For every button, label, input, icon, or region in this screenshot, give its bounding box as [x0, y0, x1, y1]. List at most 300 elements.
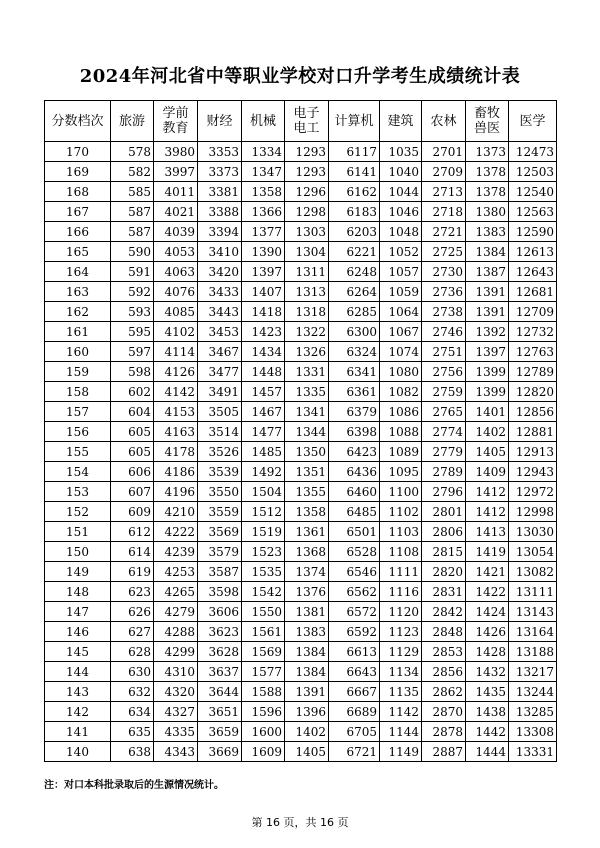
count-cell: 4076	[154, 282, 198, 302]
count-cell: 13143	[509, 602, 557, 622]
column-header-label: 农林	[430, 113, 457, 129]
count-cell: 1512	[242, 502, 285, 522]
count-cell: 1397	[242, 262, 285, 282]
count-cell: 13217	[509, 662, 557, 682]
count-cell: 1432	[466, 662, 509, 682]
count-cell: 1135	[380, 682, 422, 702]
table-header-row	[45, 101, 557, 142]
count-cell: 1361	[285, 522, 329, 542]
score-cell: 146	[45, 622, 111, 642]
score-cell: 145	[45, 642, 111, 662]
count-cell: 2746	[422, 322, 466, 342]
count-cell: 3659	[198, 722, 242, 742]
count-cell: 4053	[154, 242, 198, 262]
count-cell: 1347	[242, 162, 285, 182]
count-cell: 1142	[380, 702, 422, 722]
count-cell: 1380	[466, 202, 509, 222]
count-cell: 6436	[329, 462, 380, 482]
count-cell: 12763	[509, 342, 557, 362]
count-cell: 12913	[509, 442, 557, 462]
count-cell: 3579	[198, 542, 242, 562]
score-cell: 147	[45, 602, 111, 622]
count-cell: 3514	[198, 422, 242, 442]
count-cell: 1373	[466, 142, 509, 162]
count-cell: 1407	[242, 282, 285, 302]
count-cell: 590	[111, 242, 154, 262]
table-row	[45, 722, 557, 742]
count-cell: 605	[111, 442, 154, 462]
page-number: 第 16 页，共 16 页	[251, 816, 349, 829]
table-row	[45, 642, 557, 662]
score-cell: 144	[45, 662, 111, 682]
count-cell: 12590	[509, 222, 557, 242]
table-row	[45, 442, 557, 462]
count-cell: 623	[111, 582, 154, 602]
count-cell: 2801	[422, 502, 466, 522]
count-cell: 12943	[509, 462, 557, 482]
count-cell: 13082	[509, 562, 557, 582]
count-cell: 1046	[380, 202, 422, 222]
count-cell: 2774	[422, 422, 466, 442]
count-cell: 1402	[285, 722, 329, 742]
count-cell: 607	[111, 482, 154, 502]
count-cell: 3669	[198, 742, 242, 762]
count-cell: 4186	[154, 462, 198, 482]
count-cell: 3606	[198, 602, 242, 622]
count-cell: 1322	[285, 322, 329, 342]
count-cell: 1422	[466, 582, 509, 602]
count-cell: 1120	[380, 602, 422, 622]
count-cell: 1082	[380, 382, 422, 402]
count-cell: 2862	[422, 682, 466, 702]
table-row	[45, 262, 557, 282]
column-header-label: 学前	[162, 106, 189, 121]
table-row	[45, 742, 557, 762]
column-header	[509, 101, 557, 142]
count-cell: 1519	[242, 522, 285, 542]
count-cell: 1596	[242, 702, 285, 722]
count-cell: 1457	[242, 382, 285, 402]
count-cell: 13244	[509, 682, 557, 702]
count-cell: 1123	[380, 622, 422, 642]
count-cell: 4021	[154, 202, 198, 222]
count-cell: 2751	[422, 342, 466, 362]
count-cell: 2887	[422, 742, 466, 762]
count-cell: 1391	[285, 682, 329, 702]
table-row	[45, 162, 557, 182]
count-cell: 12563	[509, 202, 557, 222]
count-cell: 6613	[329, 642, 380, 662]
count-cell: 4253	[154, 562, 198, 582]
count-cell: 1293	[285, 142, 329, 162]
count-cell: 2765	[422, 402, 466, 422]
count-cell: 4039	[154, 222, 198, 242]
count-cell: 4239	[154, 542, 198, 562]
count-cell: 2730	[422, 262, 466, 282]
count-cell: 1067	[380, 322, 422, 342]
score-cell: 154	[45, 462, 111, 482]
table-row	[45, 522, 557, 542]
count-cell: 1048	[380, 222, 422, 242]
column-header-label: 畜牧	[473, 106, 500, 121]
count-cell: 12820	[509, 382, 557, 402]
count-cell: 3388	[198, 202, 242, 222]
count-cell: 1089	[380, 442, 422, 462]
count-cell: 1074	[380, 342, 422, 362]
count-cell: 3433	[198, 282, 242, 302]
count-cell: 1381	[285, 602, 329, 622]
table-row	[45, 242, 557, 262]
count-cell: 4085	[154, 302, 198, 322]
count-cell: 2709	[422, 162, 466, 182]
count-cell: 2789	[422, 462, 466, 482]
count-cell: 1402	[466, 422, 509, 442]
count-cell: 2820	[422, 562, 466, 582]
count-cell: 1399	[466, 382, 509, 402]
count-cell: 12732	[509, 322, 557, 342]
score-cell: 155	[45, 442, 111, 462]
count-cell: 4126	[154, 362, 198, 382]
count-cell: 2701	[422, 142, 466, 162]
column-header-label: 教育	[162, 121, 189, 136]
count-cell: 3644	[198, 682, 242, 702]
count-cell: 12881	[509, 422, 557, 442]
table-row	[45, 382, 557, 402]
count-cell: 2806	[422, 522, 466, 542]
table-row	[45, 542, 557, 562]
count-cell: 6117	[329, 142, 380, 162]
count-cell: 1108	[380, 542, 422, 562]
count-cell: 1311	[285, 262, 329, 282]
table-row	[45, 662, 557, 682]
count-cell: 1326	[285, 342, 329, 362]
column-header-label: 财经	[206, 113, 233, 129]
count-cell: 1368	[285, 542, 329, 562]
score-cell: 164	[45, 262, 111, 282]
count-cell: 6183	[329, 202, 380, 222]
count-cell: 6203	[329, 222, 380, 242]
count-cell: 1358	[285, 502, 329, 522]
count-cell: 1397	[466, 342, 509, 362]
count-cell: 3598	[198, 582, 242, 602]
table-row	[45, 362, 557, 382]
count-cell: 1405	[285, 742, 329, 762]
column-header-label: 旅游	[118, 113, 145, 129]
score-cell: 141	[45, 722, 111, 742]
count-cell: 1412	[466, 482, 509, 502]
count-cell: 6705	[329, 722, 380, 742]
count-cell: 1438	[466, 702, 509, 722]
count-cell: 638	[111, 742, 154, 762]
count-cell: 2831	[422, 582, 466, 602]
count-cell: 3491	[198, 382, 242, 402]
count-cell: 1392	[466, 322, 509, 342]
footnote: 注：对口本科批录取后的生源情况统计。	[44, 780, 224, 791]
count-cell: 12998	[509, 502, 557, 522]
count-cell: 1116	[380, 582, 422, 602]
count-cell: 593	[111, 302, 154, 322]
score-stats-table	[44, 100, 557, 762]
count-cell: 1550	[242, 602, 285, 622]
count-cell: 4320	[154, 682, 198, 702]
count-cell: 6562	[329, 582, 380, 602]
count-cell: 1080	[380, 362, 422, 382]
count-cell: 6264	[329, 282, 380, 302]
count-cell: 4288	[154, 622, 198, 642]
count-cell: 4142	[154, 382, 198, 402]
column-header	[466, 101, 509, 142]
score-cell: 159	[45, 362, 111, 382]
count-cell: 1335	[285, 382, 329, 402]
count-cell: 1303	[285, 222, 329, 242]
count-cell: 1344	[285, 422, 329, 442]
count-cell: 6528	[329, 542, 380, 562]
count-cell: 2853	[422, 642, 466, 662]
column-header	[329, 101, 380, 142]
count-cell: 2736	[422, 282, 466, 302]
count-cell: 12709	[509, 302, 557, 322]
count-cell: 2815	[422, 542, 466, 562]
count-cell: 6721	[329, 742, 380, 762]
count-cell: 2759	[422, 382, 466, 402]
count-cell: 3526	[198, 442, 242, 462]
table-row	[45, 302, 557, 322]
table-row	[45, 202, 557, 222]
count-cell: 1129	[380, 642, 422, 662]
table-row	[45, 402, 557, 422]
column-header-label: 计算机	[334, 113, 374, 129]
count-cell: 4063	[154, 262, 198, 282]
count-cell: 3394	[198, 222, 242, 242]
score-cell: 160	[45, 342, 111, 362]
count-cell: 12503	[509, 162, 557, 182]
count-cell: 3637	[198, 662, 242, 682]
count-cell: 6285	[329, 302, 380, 322]
count-cell: 13331	[509, 742, 557, 762]
score-cell: 163	[45, 282, 111, 302]
count-cell: 13030	[509, 522, 557, 542]
count-cell: 1351	[285, 462, 329, 482]
column-header	[285, 101, 329, 142]
count-cell: 12643	[509, 262, 557, 282]
count-cell: 1542	[242, 582, 285, 602]
count-cell: 4153	[154, 402, 198, 422]
count-cell: 6141	[329, 162, 380, 182]
count-cell: 1569	[242, 642, 285, 662]
count-cell: 1435	[466, 682, 509, 702]
count-cell: 6361	[329, 382, 380, 402]
count-cell: 1376	[285, 582, 329, 602]
count-cell: 1293	[285, 162, 329, 182]
count-cell: 604	[111, 402, 154, 422]
table-row	[45, 422, 557, 442]
column-header	[242, 101, 285, 142]
count-cell: 4279	[154, 602, 198, 622]
count-cell: 3587	[198, 562, 242, 582]
count-cell: 1609	[242, 742, 285, 762]
count-cell: 2756	[422, 362, 466, 382]
count-cell: 3477	[198, 362, 242, 382]
count-cell: 1144	[380, 722, 422, 742]
count-cell: 1434	[242, 342, 285, 362]
count-cell: 591	[111, 262, 154, 282]
count-cell: 2878	[422, 722, 466, 742]
count-cell: 4210	[154, 502, 198, 522]
count-cell: 3505	[198, 402, 242, 422]
count-cell: 4222	[154, 522, 198, 542]
table-row	[45, 482, 557, 502]
count-cell: 6460	[329, 482, 380, 502]
count-cell: 13054	[509, 542, 557, 562]
table-row	[45, 622, 557, 642]
count-cell: 12473	[509, 142, 557, 162]
count-cell: 1350	[285, 442, 329, 462]
count-cell: 597	[111, 342, 154, 362]
score-cell: 156	[45, 422, 111, 442]
count-cell: 1044	[380, 182, 422, 202]
count-cell: 4178	[154, 442, 198, 462]
count-cell: 3353	[198, 142, 242, 162]
score-cell: 165	[45, 242, 111, 262]
count-cell: 1064	[380, 302, 422, 322]
count-cell: 630	[111, 662, 154, 682]
count-cell: 1318	[285, 302, 329, 322]
count-cell: 3559	[198, 502, 242, 522]
count-cell: 1387	[466, 262, 509, 282]
count-cell: 1313	[285, 282, 329, 302]
count-cell: 612	[111, 522, 154, 542]
score-cell: 149	[45, 562, 111, 582]
count-cell: 2870	[422, 702, 466, 722]
count-cell: 4265	[154, 582, 198, 602]
score-cell: 169	[45, 162, 111, 182]
count-cell: 1391	[466, 282, 509, 302]
count-cell: 1355	[285, 482, 329, 502]
count-cell: 1100	[380, 482, 422, 502]
count-cell: 1384	[466, 242, 509, 262]
count-cell: 3381	[198, 182, 242, 202]
count-cell: 6248	[329, 262, 380, 282]
count-cell: 1426	[466, 622, 509, 642]
count-cell: 6485	[329, 502, 380, 522]
table-row	[45, 342, 557, 362]
count-cell: 6398	[329, 422, 380, 442]
table-row	[45, 222, 557, 242]
count-cell: 1383	[466, 222, 509, 242]
count-cell: 3420	[198, 262, 242, 282]
count-cell: 2779	[422, 442, 466, 462]
count-cell: 4327	[154, 702, 198, 722]
count-cell: 3628	[198, 642, 242, 662]
count-cell: 1384	[285, 662, 329, 682]
count-cell: 1111	[380, 562, 422, 582]
score-cell: 142	[45, 702, 111, 722]
score-cell: 168	[45, 182, 111, 202]
column-header-label: 兽医	[473, 121, 500, 136]
count-cell: 632	[111, 682, 154, 702]
count-cell: 6689	[329, 702, 380, 722]
count-cell: 13164	[509, 622, 557, 642]
score-cell: 153	[45, 482, 111, 502]
table-row	[45, 702, 557, 722]
count-cell: 12613	[509, 242, 557, 262]
count-cell: 6423	[329, 442, 380, 462]
count-cell: 13308	[509, 722, 557, 742]
score-cell: 170	[45, 142, 111, 162]
score-cell: 148	[45, 582, 111, 602]
count-cell: 1600	[242, 722, 285, 742]
count-cell: 3410	[198, 242, 242, 262]
column-header-label: 机械	[249, 113, 276, 129]
count-cell: 1059	[380, 282, 422, 302]
count-cell: 609	[111, 502, 154, 522]
count-cell: 3651	[198, 702, 242, 722]
count-cell: 587	[111, 222, 154, 242]
count-cell: 1378	[466, 182, 509, 202]
count-cell: 1374	[285, 562, 329, 582]
count-cell: 13188	[509, 642, 557, 662]
count-cell: 1134	[380, 662, 422, 682]
count-cell: 13285	[509, 702, 557, 722]
count-cell: 3467	[198, 342, 242, 362]
count-cell: 2856	[422, 662, 466, 682]
table-row	[45, 502, 557, 522]
count-cell: 1296	[285, 182, 329, 202]
table-row	[45, 602, 557, 622]
count-cell: 1399	[466, 362, 509, 382]
count-cell: 1088	[380, 422, 422, 442]
count-cell: 1341	[285, 402, 329, 422]
column-header	[45, 101, 111, 142]
count-cell: 12789	[509, 362, 557, 382]
count-cell: 13111	[509, 582, 557, 602]
count-cell: 582	[111, 162, 154, 182]
count-cell: 1423	[242, 322, 285, 342]
count-cell: 12972	[509, 482, 557, 502]
score-cell: 166	[45, 222, 111, 242]
count-cell: 1405	[466, 442, 509, 462]
count-cell: 3539	[198, 462, 242, 482]
count-cell: 3550	[198, 482, 242, 502]
count-cell: 1504	[242, 482, 285, 502]
table-row	[45, 142, 557, 162]
count-cell: 1298	[285, 202, 329, 222]
count-cell: 634	[111, 702, 154, 722]
count-cell: 1377	[242, 222, 285, 242]
score-cell: 157	[45, 402, 111, 422]
count-cell: 605	[111, 422, 154, 442]
column-header-label: 分数档次	[51, 113, 104, 129]
count-cell: 3980	[154, 142, 198, 162]
score-cell: 143	[45, 682, 111, 702]
count-cell: 2725	[422, 242, 466, 262]
count-cell: 626	[111, 602, 154, 622]
count-cell: 1467	[242, 402, 285, 422]
count-cell: 12540	[509, 182, 557, 202]
table-row	[45, 282, 557, 302]
column-header	[111, 101, 154, 142]
count-cell: 6572	[329, 602, 380, 622]
count-cell: 1149	[380, 742, 422, 762]
count-cell: 614	[111, 542, 154, 562]
count-cell: 1334	[242, 142, 285, 162]
count-cell: 6162	[329, 182, 380, 202]
count-cell: 1561	[242, 622, 285, 642]
count-cell: 1401	[466, 402, 509, 422]
count-cell: 606	[111, 462, 154, 482]
count-cell: 6341	[329, 362, 380, 382]
count-cell: 1095	[380, 462, 422, 482]
